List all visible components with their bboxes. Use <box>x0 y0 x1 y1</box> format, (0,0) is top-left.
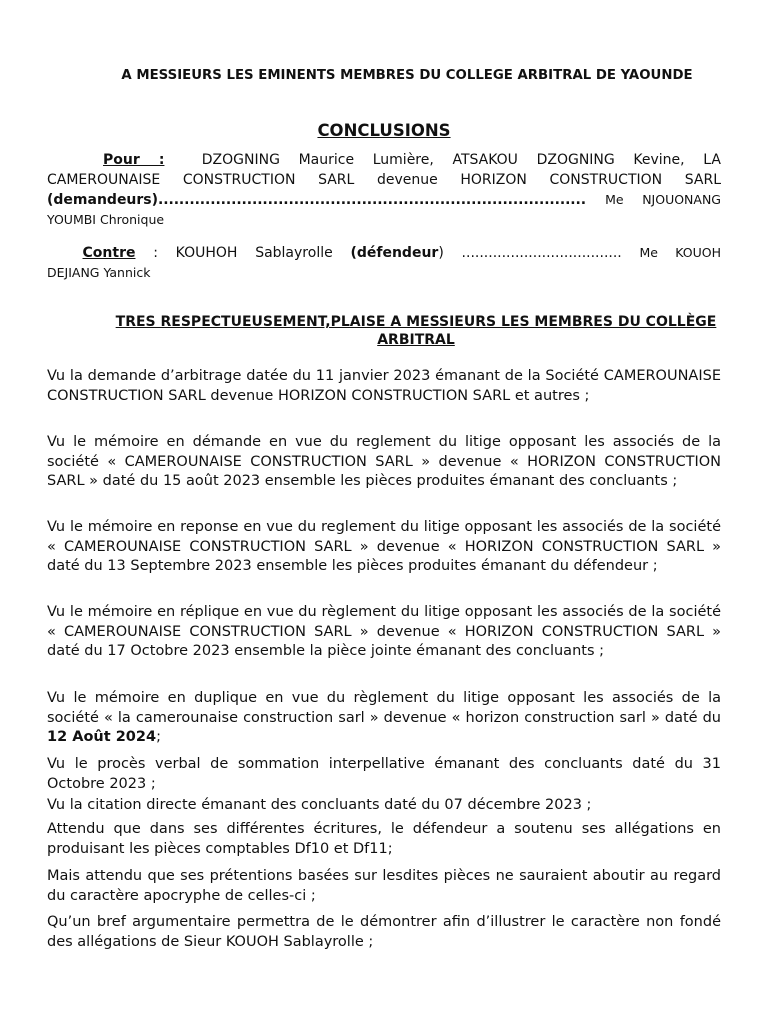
contre-counsel-a: Me KOUOH <box>639 245 722 260</box>
pour-counsel-b: YOUMBI Chronique <box>47 211 165 227</box>
paragraph-8: Attendu que dans ses différentes écritures, le défendeur a soutenu ses allégations en produisant les pièces comptables Df10 et Df11; <box>47 821 721 857</box>
pour-dots: .................................................................................. <box>158 192 586 208</box>
contre-counsel-b: DEJIANG Yannick <box>47 264 151 280</box>
pour-role: (demandeurs) <box>47 192 159 208</box>
pour-counsel-a: Me NJOUONANG <box>605 192 721 207</box>
contre-role: (défendeur <box>350 245 439 261</box>
contre-defendant: : KOUHOH Sablayrolle <box>135 245 351 261</box>
contre-dots: ) .................................... <box>438 245 622 261</box>
paragraph-5 <box>47 689 721 748</box>
contre-line-1 <box>47 243 721 264</box>
pour-parties: DZOGNING Maurice Lumière, ATSAKOU DZOGNING Kevine, LA <box>201 152 721 168</box>
paragraph-7: Vu la citation directe émanant des concluants daté du 07 décembre 2023 ; <box>47 797 592 813</box>
paragraph-1: Vu la demande d’arbitrage datée du 11 janvier 2023 émanant de la Société CAMEROUNAISE CONSTRUCTION SARL devenue HORIZON CONSTRUCTION SARL et autres ; <box>47 368 721 404</box>
document-title: CONCLUSIONS <box>317 121 451 140</box>
pour-line-2: CAMEROUNAISE CONSTRUCTION SARL devenue HORIZON CONSTRUCTION SARL <box>47 171 721 188</box>
section-heading: TRES RESPECTUEUSEMENT,PLAISE A MESSIEURS LES MEMBRES DU COLLÈGE ARBITRAL <box>115 314 717 348</box>
paragraph-4: Vu le mémoire en réplique en vue du règlement du litige opposant les associés de la société « CAMEROUNAISE CONSTRUCTION SARL » devenue « HORIZON CONSTRUCTION SARL » daté du 17 Octobre 2023 ensemble la pièce jointe émanant des concluants ; <box>47 604 721 659</box>
paragraph-9: Mais attendu que ses prétentions basées sur lesdites pièces ne sauraient aboutir au regard du caractère apocryphe de celles-ci ; <box>47 868 721 904</box>
pour-block <box>47 151 721 229</box>
pour-line-1 <box>47 151 721 171</box>
paragraph-5-end: ; <box>156 729 161 745</box>
contre-label: Contre <box>82 245 136 261</box>
contre-block <box>47 243 721 282</box>
paragraph-5-text: Vu le mémoire en duplique en vue du règlement du litige opposant les associés de la société « la camerounaise construction sarl » devenue « horizon construction sarl » daté du <box>47 690 721 726</box>
paragraph-5-date: 12 Août 2024 <box>47 729 157 745</box>
paragraph-6: Vu le procès verbal de sommation interpellative émanant des concluants daté du 31 Octobre 2023 ; <box>47 756 721 792</box>
paragraph-2: Vu le mémoire en démande en vue du reglement du litige opposant les associés de la société « CAMEROUNAISE CONSTRUCTION SARL » devenue « HORIZON CONSTRUCTION SARL » daté du 15 août 2023 ensemble les pièces produites émanant des concluants ; <box>47 434 721 489</box>
paragraph-10: Qu’un bref argumentaire permettra de le démontrer afin d’illustrer le caractère non fondé des allégations de Sieur KOUOH Sablayrolle ; <box>47 914 721 950</box>
pour-label: Pour : <box>103 152 165 168</box>
pour-line-3 <box>47 190 721 211</box>
addressee-heading: A MESSIEURS LES EMINENTS MEMBRES DU COLLEGE ARBITRAL DE YAOUNDE <box>121 68 693 83</box>
paragraph-3: Vu le mémoire en reponse en vue du reglement du litige opposant les associés de la société « CAMEROUNAISE CONSTRUCTION SARL » devenue « HORIZON CONSTRUCTION SARL » daté du 13 Septembre 2023 ensemble les pièces produites émanant du défendeur ; <box>47 519 721 574</box>
